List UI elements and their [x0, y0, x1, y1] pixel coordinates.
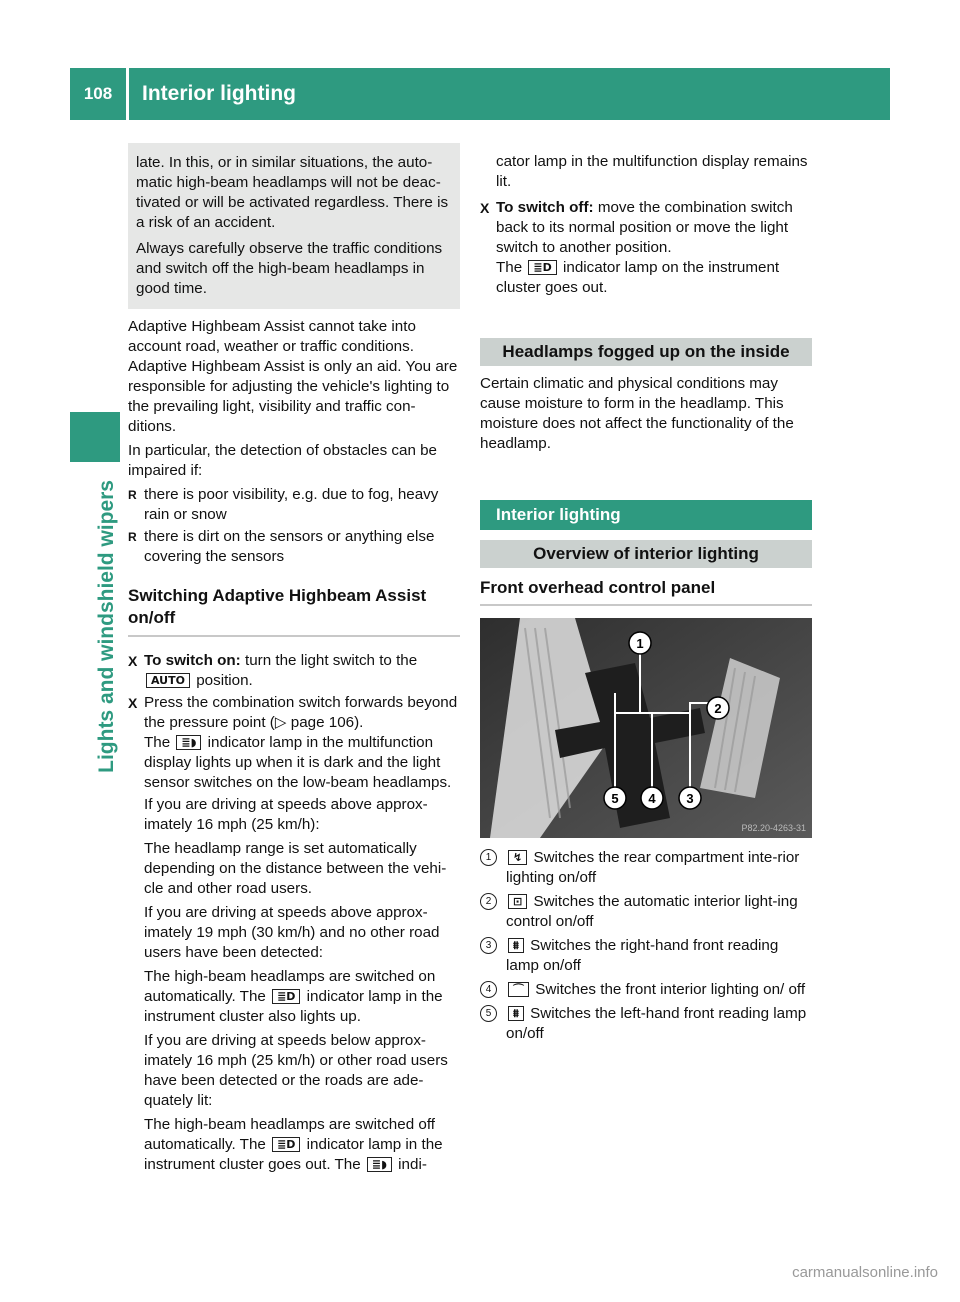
legend-number: 4 — [480, 981, 497, 998]
legend-item: 1 ↯ Switches the rear compartment inte-rior lighting on/off — [480, 848, 812, 888]
adaptive-highbeam-icon: ≣◗ — [176, 735, 201, 750]
paragraph: Adaptive Highbeam Assist cannot take into account road, weather or traffic conditions. Adaptive Highbeam Assist is only an aid. You are responsible for adjusting the vehicle's lighting to the prevailing light, visibility and traffic con-ditions. — [128, 318, 458, 435]
paragraph: If you are driving at speeds above approx-imately 16 mph (25 km/h): — [144, 796, 428, 833]
legend-item: 5 ⩩ Switches the left-hand front reading lamp on/off — [480, 1004, 812, 1044]
page-number: 108 — [83, 84, 113, 103]
paragraph: The high-beam headlamps are switched off automatically. The ≣D indicator lamp in the instrument cluster goes out. The ≣◗ indi- — [144, 1116, 443, 1173]
callout-3: 3 — [686, 791, 694, 806]
section-heading-interior: Interior lighting — [480, 500, 812, 530]
highbeam-icon: ≣D — [272, 1137, 300, 1152]
step-switch-on: X To switch on: turn the light switch to the AUTO position. — [128, 652, 418, 689]
warning-paragraph: Always carefully observe the traffic conditions and switch off the high-beam headlamps in good time. — [136, 240, 443, 297]
bullet-item: R there is poor visibility, e.g. due to fog, heavy rain or snow — [128, 485, 460, 525]
highbeam-icon: ≣D — [528, 260, 556, 275]
left-column — [128, 145, 460, 1179]
paragraph: The high-beam headlamps are switched on automatically. The ≣D indicator lamp in the instrument cluster also lights up. — [144, 968, 443, 1025]
auto-interior-light-icon: ⊡ — [508, 894, 527, 909]
adaptive-highbeam-icon: ≣◗ — [367, 1157, 392, 1172]
control-panel-photo — [480, 618, 812, 838]
paragraph: If you are driving at speeds below approx-imately 16 mph (25 km/h) or other road users have been detected or the roads are ade-quately lit: — [144, 1032, 448, 1109]
step-press-switch: X Press the combination switch forwards beyond the pressure point (▷ page 106). The ≣◗ indicator lamp in the multifunction display lights up when it is dark and the light sensor switches on the low-beam headlamps. — [128, 694, 458, 791]
rear-interior-light-icon: ↯ — [508, 850, 527, 865]
callout-5: 5 — [611, 791, 619, 806]
highbeam-icon: ≣D — [272, 989, 300, 1004]
paragraph: Certain climatic and physical conditions may cause moisture to form in the headlamp. This moisture does not affect the functionality of the headlamp. — [480, 375, 794, 452]
header-divider — [126, 68, 129, 120]
page-reference-link[interactable]: ▷ page 106 — [274, 714, 355, 731]
legend-number: 5 — [480, 1005, 497, 1022]
reading-lamp-left-icon: ⩩ — [508, 1006, 524, 1021]
paragraph: If you are driving at speeds above approx-imately 19 mph (30 km/h) and no other road users have been detected: — [144, 904, 440, 961]
paragraph: The headlamp range is set automatically depending on the distance between the vehi-cle and other road users. — [144, 840, 447, 897]
warning-box — [128, 143, 460, 309]
right-column — [480, 152, 812, 1048]
front-interior-light-icon: ⌒ — [508, 982, 529, 997]
step-switch-off: X To switch off: move the combination switch back to its normal position or move the light switch to another position. The ≣D indicator lamp on the instrument cluster goes out. — [480, 199, 793, 296]
legend-item: 4 ⌒ Switches the front interior lighting on/ off — [480, 980, 812, 1000]
watermark: carmanualsonline.info — [792, 1264, 938, 1281]
section-heading: Switching Adaptive Highbeam Assist on/off — [128, 585, 460, 637]
side-tab-marker — [70, 412, 120, 462]
figure-code: P82.20-4263-31 — [741, 823, 806, 833]
legend-number: 2 — [480, 893, 497, 910]
legend-item: 3 ⩩ Switches the right-hand front reading lamp on/off — [480, 936, 812, 976]
warning-paragraph: late. In this, or in similar situations, the auto-matic high-beam headlamps will not be deac-tivated or will be activated regardless. There is a risk of an accident. — [136, 154, 449, 231]
auto-light-icon: AUTO — [146, 673, 190, 688]
page-title: Interior lighting — [142, 82, 296, 105]
reading-lamp-right-icon: ⩩ — [508, 938, 524, 953]
paragraph: cator lamp in the multifunction display remains lit. — [496, 153, 808, 190]
section-heading-overview: Overview of interior lighting — [480, 540, 812, 568]
step-arrow-icon: X — [128, 695, 138, 711]
callout-2: 2 — [714, 701, 722, 716]
section-heading-fog: Headlamps fogged up on the inside — [480, 338, 812, 366]
paragraph: In particular, the detection of obstacles can be impaired if: — [128, 442, 438, 479]
legend-item: 2 ⊡ Switches the automatic interior light-ing control on/off — [480, 892, 812, 932]
step-arrow-icon: X — [480, 200, 490, 216]
bullet-item: R there is dirt on the sensors or anything else covering the sensors — [128, 527, 460, 567]
section-heading-panel: Front overhead control panel — [480, 578, 812, 606]
callout-1: 1 — [636, 636, 644, 651]
legend-number: 3 — [480, 937, 497, 954]
control-panel-illustration — [480, 618, 812, 838]
legend-number: 1 — [480, 849, 497, 866]
callout-4: 4 — [648, 791, 656, 806]
chapter-title: Lights and windshield wipers — [95, 480, 118, 773]
step-arrow-icon: X — [128, 653, 138, 669]
